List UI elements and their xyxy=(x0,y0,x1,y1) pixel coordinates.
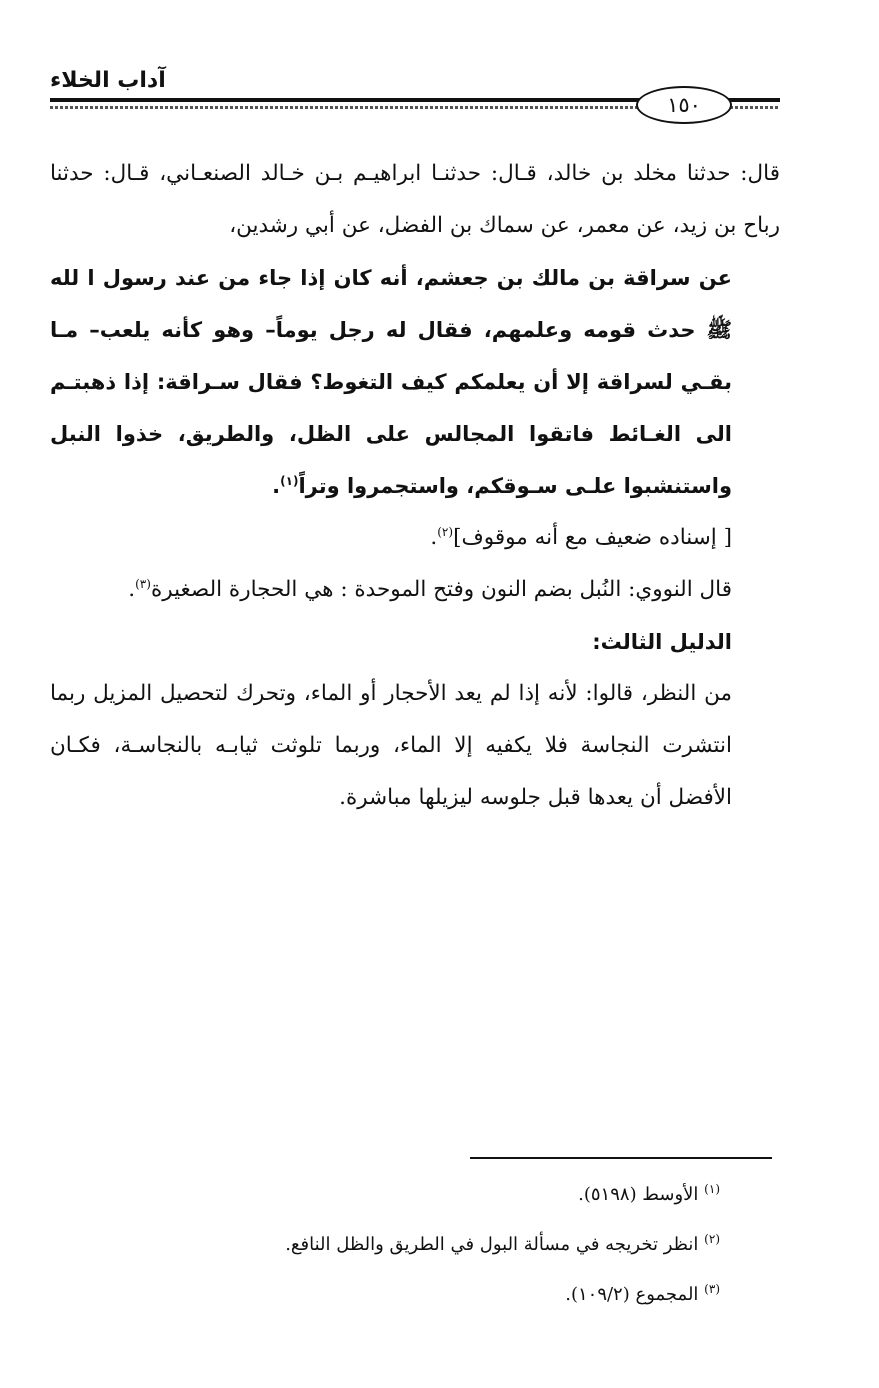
footnote-item xyxy=(100,1220,720,1270)
footnote-text: الأوسط (٥١٩٨). xyxy=(578,1184,699,1205)
hadith-end: . xyxy=(272,474,281,498)
page-number: ١٥٠ xyxy=(636,86,732,124)
paragraph-reasoning: من النظر، قالوا: لأنه إذا لم يعد الأحجار أو الماء، وتحرك لتحصيل المزيل ربما انتشرت النجاسة فلا يكفيه إلا الماء، وربما تلوثت ثيابـه بالنجاسـة، فكـان الأفضل أن يعدها قبل جلوسه ليزيلها مباشرة. xyxy=(50,681,732,810)
grading-text: [ إسناده ضعيف مع أنه موقوف] xyxy=(453,525,732,550)
paragraph-nawawi xyxy=(50,564,780,616)
footnotes xyxy=(100,1170,720,1320)
header-dotted-rule-right xyxy=(730,106,780,109)
page-header xyxy=(50,60,780,130)
hadith-text: عن سراقة بن مالك بن جعشم، أنه كان إذا جاء من عند رسول ا لله ﷺ حدث قومه وعلمهم، فقال له رجل يوماً– وهو كأنه يلعب– مـا بقـي لسراقة إلا أن يعلمكم كيف التغوط؟ فقال سـراقة: إذا ذهبتـم الى الغـائط فاتقوا المجالس على الظل، والطريق، خذوا النبل واستنشبوا علـى سـوقكم، واستجمروا وتراً xyxy=(50,266,732,498)
footnote-text: انظر تخريجه في مسألة البول في الطريق والظل النافع. xyxy=(285,1234,699,1255)
grading-end: . xyxy=(430,525,438,550)
footnote-ref-1: (١) xyxy=(280,474,299,488)
footnote-number: (٣) xyxy=(704,1282,720,1296)
paragraph-isnad: قال: حدثنا مخلد بن خالد، قـال: حدثنـا ابراهيـم بـن خـالد الصنعـاني، قـال: حدثنا رباح بن زيد، عن معمر، عن سماك بن الفضل، عن أبي رشدين، xyxy=(50,161,780,238)
footnote-ref-2: (٢) xyxy=(437,524,454,539)
footnote-text: المجموع (١٠٩/٢). xyxy=(565,1284,699,1305)
footnote-number: (٢) xyxy=(704,1232,720,1246)
nawawi-text: قال النووي: النُبل بضم النون وفتح الموحدة : هي الحجارة الصغيرة xyxy=(150,577,732,602)
footnote-number: (١) xyxy=(704,1182,720,1196)
paragraph-hadith xyxy=(50,252,780,512)
main-text xyxy=(50,148,780,824)
footnote-separator xyxy=(470,1157,772,1159)
paragraph-grading xyxy=(50,512,780,564)
footnote-item xyxy=(100,1170,720,1220)
nawawi-end: . xyxy=(128,577,136,602)
running-title: آداب الخلاء xyxy=(50,68,166,93)
header-dotted-rule xyxy=(50,106,640,109)
footnote-item xyxy=(100,1270,720,1320)
footnote-ref-3: (٣) xyxy=(135,576,151,591)
section-heading: الدليل الثالث: xyxy=(592,630,732,654)
